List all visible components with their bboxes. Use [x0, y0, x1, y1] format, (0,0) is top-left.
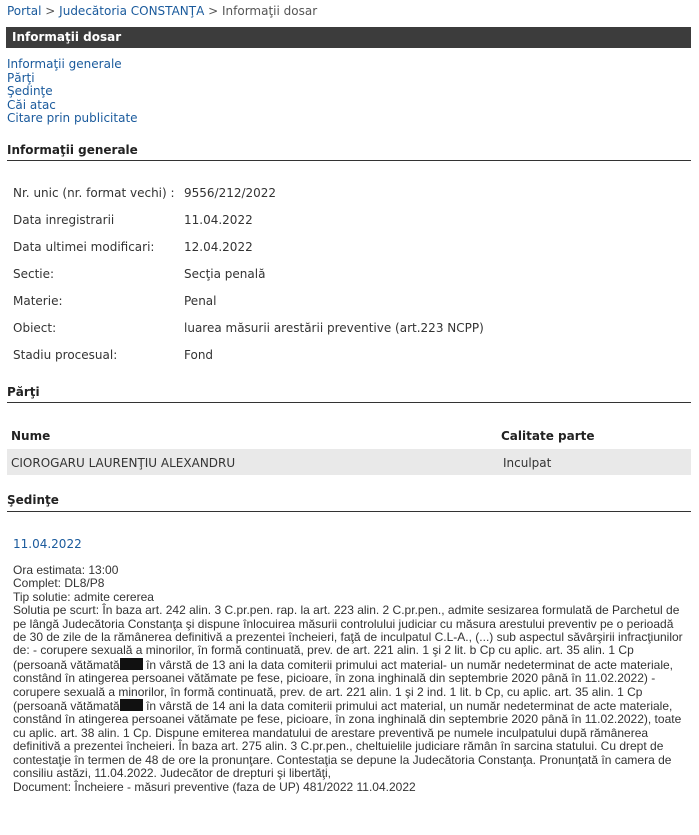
- column-header-role: Calitate parte: [501, 429, 595, 443]
- general-info-heading: Informaţii generale: [7, 143, 691, 161]
- info-label: Data inregistrarii: [13, 213, 115, 227]
- info-value: 12.04.2022: [184, 240, 253, 254]
- parties-table-header: [7, 423, 691, 447]
- summary-text: Solutia pe scurt: În baza art. 242 alin. 3 C.pr.pen. rap. la art. 223 alin. 2 C.pr.pen., admite sesizarea formulată de Parchetul de pe lângă Judecătoria Constanţa şi dispune înlocuirea măsurii controlului judiciar cu măsura arestului preventiv pe o perioadă de 30 de zile de la rămânerea definitivă a prezentei încheieri, faţă de inculpatul C.L-A., (...) sub aspectul săvârşirii infracţiunilor de: - corupere sexuală a minorilor, în formă continuată, prev. de art. 221 alin. 1 şi 2 lit. b Cp cu aplic. art. 35 alin. 1 Cp (persoană vătămată: [13, 603, 683, 672]
- nav-link-general-info[interactable]: Informaţii generale: [7, 57, 122, 71]
- hearing-solution-type: Tip solutie: admite cererea: [13, 589, 154, 604]
- info-label: Materie:: [13, 294, 63, 308]
- summary-text: în vârstă de 14 ani la data comiterii primului act material, un număr nedeterminat de acte materiale, constând în atingerea persoanei vătămate pe fese, picioare, în zona inghinală din septembrie 2020 până în 11.02.2022), toate cu aplic. art. 38 alin. 1 Cp. Dispune emiterea mandatului de arestare preventivă pe numele inculpatului după rămânerea definitivă a prezentei încheieri. În baza art. 275 alin. 3 C.pr.pen., cheltuielile judiciare rămân în sarcina statului. Cu drept de contestaţie în termen de 48 de ore la pronunţare. Contestaţia se depune la Judecătoria Constanţa. Pronunţată în camera de consiliu astăzi, 11.04.2022. Judecător de drepturi şi libertăţi,: [13, 699, 682, 781]
- breadcrumb: [7, 4, 317, 18]
- parties-heading: Părţi: [7, 385, 691, 403]
- info-row-object: [13, 321, 693, 335]
- nav-link-appeals[interactable]: Căi atac: [7, 97, 56, 112]
- hearings-heading: Şedinţe: [7, 493, 691, 512]
- table-row: [7, 449, 691, 475]
- breadcrumb-court-link[interactable]: Judecătoria CONSTANŢA: [59, 4, 205, 18]
- party-role: Inculpat: [503, 456, 552, 470]
- info-value: luarea măsurii arestării preventive (art.223 NCPP): [184, 321, 484, 335]
- hearing-details: [13, 564, 685, 794]
- hearing-date: 11.04.2022: [13, 537, 82, 551]
- section-nav: [7, 58, 138, 126]
- info-row-procedural-stage: [13, 348, 693, 362]
- info-label: Sectie:: [13, 267, 55, 281]
- info-value: Secţia penală: [184, 267, 266, 281]
- info-row-section: [13, 267, 693, 281]
- hearing-time: Ora estimata: 13:00: [13, 563, 119, 577]
- redaction-block: [120, 658, 143, 670]
- info-label: Stadiu procesual:: [13, 348, 118, 362]
- party-name: CIOROGARU LAURENŢIU ALEXANDRU: [11, 456, 236, 470]
- nav-link-public-summons[interactable]: Citare prin publicitate: [7, 111, 138, 125]
- info-value: Fond: [184, 348, 214, 362]
- info-value: 9556/212/2022: [184, 186, 277, 200]
- info-value: Penal: [184, 294, 217, 308]
- info-label: Obiect:: [13, 321, 57, 335]
- page-title: Informaţii dosar: [6, 27, 691, 48]
- info-row-registration-date: [13, 213, 693, 227]
- info-value: 11.04.2022: [184, 213, 253, 227]
- column-header-name: Nume: [11, 429, 51, 443]
- nav-link-hearings[interactable]: Şedinţe: [7, 84, 53, 98]
- info-row-last-modified: [13, 240, 693, 254]
- info-label: Nr. unic (nr. format vechi) :: [13, 186, 175, 200]
- hearing-document: Document: Încheiere - măsuri preventive (faza de UP) 481/2022 11.04.2022: [13, 779, 416, 794]
- info-row-case-number: [13, 186, 693, 200]
- summary-text: în vârstă de 13 ani la data comiterii primului act material- un număr nedeterminat de acte materiale, constând în atingerea persoanei vătămate pe fese, picioare, în zona inghinală din septembrie 2020 până în 11.02.2022) - corupere sexuală a minorilor, în formă continuată, prev. de art. 221 alin. 1 şi 2 ind. 1 lit. b Cp, cu aplic. art. 35 alin. 1 Cp (persoană vătămată: [13, 657, 673, 714]
- breadcrumb-portal-link[interactable]: Portal: [7, 4, 42, 18]
- breadcrumb-current: Informaţii dosar: [221, 4, 318, 18]
- hearing-solution-summary: [13, 604, 685, 780]
- info-row-matter: [13, 294, 693, 308]
- breadcrumb-separator: >: [204, 4, 222, 18]
- nav-link-parties[interactable]: Părţi: [7, 70, 35, 85]
- hearing-panel: Complet: DL8/P8: [13, 576, 105, 591]
- info-label: Data ultimei modificari:: [13, 240, 155, 254]
- breadcrumb-separator: >: [41, 4, 60, 18]
- redaction-block: [120, 699, 143, 711]
